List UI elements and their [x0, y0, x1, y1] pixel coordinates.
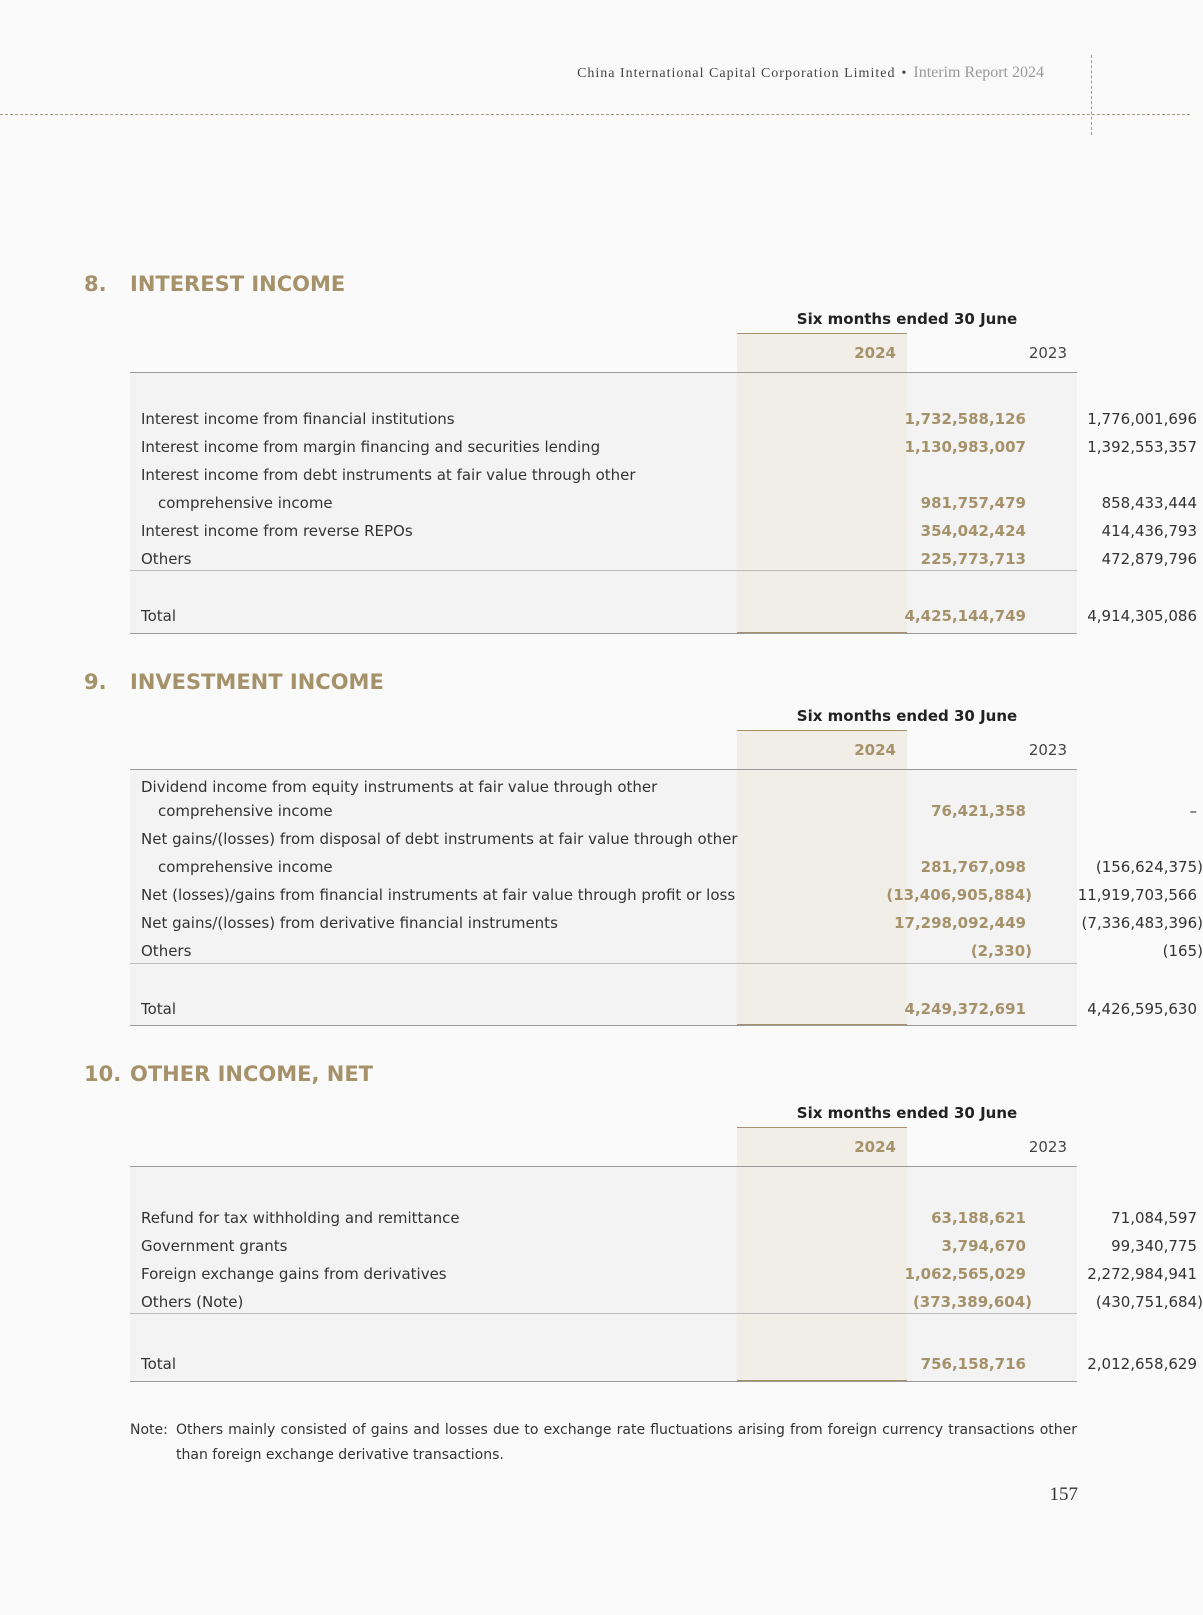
- total-rule: [130, 1381, 1077, 1382]
- value-2024: (13,406,905,884): [886, 886, 1032, 904]
- table-row: [130, 1288, 1203, 1316]
- section-heading: INTEREST INCOME: [130, 272, 346, 296]
- page-number: 157: [1049, 1484, 1078, 1505]
- value-2023: 11,919,703,566: [1077, 886, 1197, 904]
- period-header: Six months ended 30 June: [796, 1104, 1018, 1122]
- value-2023: 472,879,796: [1101, 550, 1197, 568]
- total-2023: 4,426,595,630: [1087, 1000, 1197, 1018]
- total-row: [130, 1350, 1197, 1378]
- value-2023: 71,084,597: [1111, 1209, 1197, 1227]
- footnote: [130, 1418, 1077, 1468]
- column-header-2024: 2024: [854, 741, 896, 759]
- value-2023: 858,433,444: [1101, 494, 1197, 512]
- row-label: Others: [141, 550, 192, 568]
- value-2023: (156,624,375): [1095, 858, 1203, 876]
- row-label: Interest income from reverse REPOs: [141, 522, 413, 540]
- section-title: [84, 670, 384, 694]
- total-row: [130, 995, 1197, 1023]
- total-label: Total: [141, 1000, 177, 1018]
- row-label: comprehensive income: [158, 494, 333, 512]
- section-title: [84, 1062, 373, 1086]
- total-row: [130, 602, 1197, 630]
- row-label: Dividend income from equity instruments at fair value through other: [141, 778, 658, 796]
- row-label: Interest income from debt instruments at fair value through other: [141, 466, 636, 484]
- table-row: [130, 1232, 1197, 1260]
- header-rule: [130, 769, 1077, 770]
- value-2023: 99,340,775: [1111, 1237, 1197, 1255]
- total-2023: 4,914,305,086: [1087, 607, 1197, 625]
- company-name: China International Capital Corporation Limited: [577, 66, 896, 81]
- table-row: [130, 797, 1197, 825]
- value-2023: (165): [1162, 942, 1203, 960]
- row-label: Refund for tax withholding and remittance: [141, 1209, 460, 1227]
- table-row: [130, 461, 1077, 489]
- table-row: [130, 825, 1077, 853]
- bullet-separator: •: [901, 66, 908, 81]
- table-row: [130, 881, 1197, 909]
- row-label: Net (losses)/gains from financial instruments at fair value through profit or loss: [141, 886, 736, 904]
- value-2024: 225,773,713: [920, 550, 1026, 568]
- note-text: Others mainly consisted of gains and losses due to exchange rate fluctuations arising from foreign currency transactions other than foreign exchange derivative transactions.: [176, 1422, 1077, 1463]
- row-label: Foreign exchange gains from derivatives: [141, 1265, 447, 1283]
- subtotal-rule: [130, 1313, 1077, 1314]
- column-header-2023: 2023: [1028, 741, 1067, 759]
- table-row: [130, 853, 1203, 881]
- total-2024: 4,425,144,749: [904, 607, 1026, 625]
- table-row: [130, 517, 1197, 545]
- subtotal-rule: [130, 963, 1077, 964]
- row-label: Government grants: [141, 1237, 288, 1255]
- row-label: Net gains/(losses) from derivative financial instruments: [141, 914, 558, 932]
- table-row: [130, 545, 1197, 573]
- value-2023: 2,272,984,941: [1087, 1265, 1197, 1283]
- value-2024: 1,062,565,029: [904, 1265, 1026, 1283]
- total-rule-2024: [737, 632, 907, 633]
- total-rule-2024: [737, 1380, 907, 1381]
- value-2023: –: [1189, 802, 1197, 820]
- value-2024: (373,389,604): [912, 1293, 1032, 1311]
- column-header-2023: 2023: [1028, 344, 1067, 362]
- row-label: Interest income from margin financing and securities lending: [141, 438, 601, 456]
- value-2023: 1,392,553,357: [1087, 438, 1197, 456]
- table-row: [130, 405, 1197, 433]
- value-2024: (2,330): [970, 942, 1032, 960]
- total-2023: 2,012,658,629: [1087, 1355, 1197, 1373]
- running-header: [577, 64, 1044, 82]
- total-label: Total: [141, 1355, 177, 1373]
- row-label: Others: [141, 942, 192, 960]
- table-row: [130, 489, 1197, 517]
- column-header-2024: 2024: [854, 1138, 896, 1156]
- subtotal-rule: [130, 570, 1077, 571]
- period-header: Six months ended 30 June: [796, 707, 1018, 725]
- period-header: Six months ended 30 June: [796, 310, 1018, 328]
- table-row: [130, 937, 1203, 965]
- total-label: Total: [141, 607, 177, 625]
- value-2024: 354,042,424: [920, 522, 1026, 540]
- value-2024: 3,794,670: [941, 1237, 1026, 1255]
- value-2024: 76,421,358: [931, 802, 1026, 820]
- row-label: comprehensive income: [158, 858, 333, 876]
- column-header-2024: 2024: [854, 344, 896, 362]
- value-2024: 281,767,098: [920, 858, 1026, 876]
- row-label: Interest income from financial institutions: [141, 410, 455, 428]
- total-2024: 756,158,716: [920, 1355, 1026, 1373]
- value-2024: 981,757,479: [920, 494, 1026, 512]
- table-row: [130, 433, 1197, 461]
- row-label: comprehensive income: [158, 802, 333, 820]
- section-heading: INVESTMENT INCOME: [130, 670, 384, 694]
- total-rule: [130, 633, 1077, 634]
- value-2023: (7,336,483,396): [1081, 914, 1203, 932]
- value-2024: 17,298,092,449: [894, 914, 1026, 932]
- total-rule: [130, 1025, 1077, 1026]
- value-2024: 1,732,588,126: [904, 410, 1026, 428]
- report-name: Interim Report 2024: [913, 64, 1044, 81]
- header-rule: [130, 1166, 1077, 1167]
- header-rule: [130, 372, 1077, 373]
- header-divider: [0, 114, 1190, 115]
- section-number: 8.: [84, 272, 107, 296]
- value-2024: 1,130,983,007: [904, 438, 1026, 456]
- total-2024: 4,249,372,691: [904, 1000, 1026, 1018]
- note-label: Note:: [130, 1422, 168, 1438]
- value-2023: 1,776,001,696: [1087, 410, 1197, 428]
- table-row: [130, 909, 1203, 937]
- value-2023: 414,436,793: [1101, 522, 1197, 540]
- header-crop-mark: [1091, 55, 1092, 135]
- table-row: [130, 1204, 1197, 1232]
- row-label: Others (Note): [141, 1293, 244, 1311]
- section-title: [84, 272, 345, 296]
- value-2024: 63,188,621: [931, 1209, 1026, 1227]
- total-rule-2024: [737, 1024, 907, 1025]
- column-header-2023: 2023: [1028, 1138, 1067, 1156]
- table-row: [130, 1260, 1197, 1288]
- section-heading: OTHER INCOME, NET: [130, 1062, 374, 1086]
- section-number: 9.: [84, 670, 107, 694]
- row-label: Net gains/(losses) from disposal of debt instruments at fair value through other: [141, 830, 738, 848]
- value-2023: (430,751,684): [1095, 1293, 1203, 1311]
- section-number: 10.: [84, 1062, 122, 1086]
